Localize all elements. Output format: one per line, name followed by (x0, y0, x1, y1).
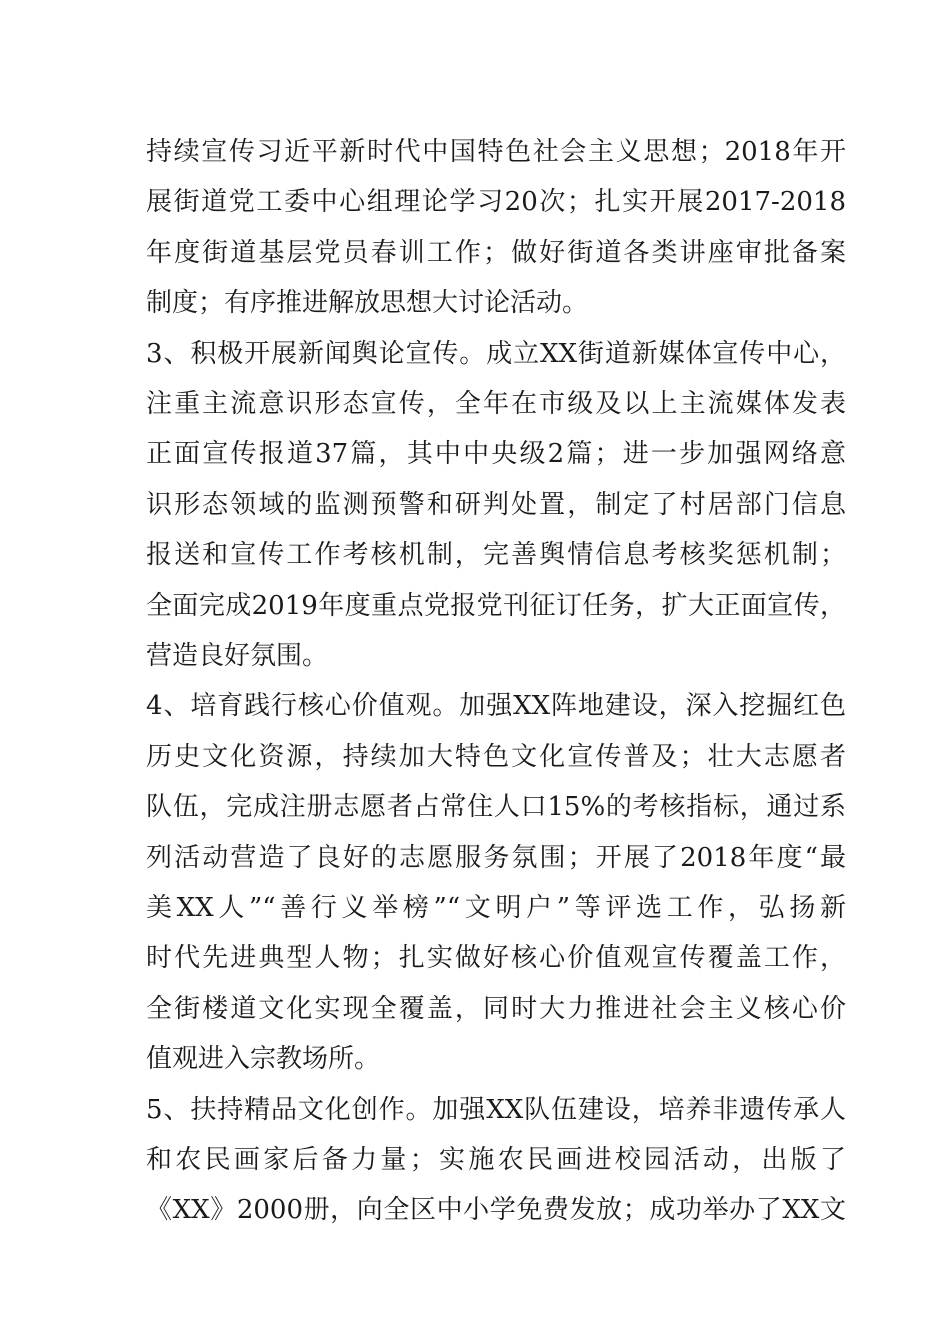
text-line: 历史文化资源，持续加大特色文化宣传普及；壮大志愿者 (146, 741, 846, 772)
text-line: 5、扶持精品文化创作。加强XX队伍建设，培养非遗传承人 (146, 1094, 846, 1125)
text-line: 年度街道基层党员春训工作；做好街道各类讲座审批备案 (146, 237, 846, 268)
text-line: 报送和宣传工作考核机制，完善舆情信息考核奖惩机制； (146, 540, 846, 571)
text-line: 4、培育践行核心价值观。加强XX阵地建设，深入挖掘红色 (146, 691, 846, 722)
text-line: 和农民画家后备力量；实施农民画进校园活动，出版了 (146, 1145, 846, 1175)
text-line: 正面宣传报道37篇，其中中央级2篇；进一步加强网络意 (146, 439, 846, 470)
text-line: 全街楼道文化实现全覆盖，同时大力推进社会主义核心价 (146, 993, 846, 1024)
text-line: 识形态领域的监测预警和研判处置，制定了村居部门信息 (146, 489, 846, 520)
text-line: 全面完成2019年度重点党报党刊征订任务，扩大正面宣传， (146, 590, 846, 621)
text-line: 营造良好氛围。 (146, 641, 329, 671)
text-line: 持续宣传习近平新时代中国特色社会主义思想；2018年开 (146, 137, 846, 167)
text-line: 《XX》2000册，向全区中小学免费发放；成功举办了XX文 (146, 1195, 846, 1226)
text-line: 值观进入宗教场所。 (146, 1044, 381, 1075)
text-line: 时代先进典型人物；扎实做好核心价值观宣传覆盖工作， (146, 943, 846, 974)
text-line: 制度；有序推进解放思想大讨论活动。 (146, 288, 589, 319)
text-line: 列活动营造了良好的志愿服务氛围；开展了2018年度“最 (146, 842, 846, 873)
text-line: 3、积极开展新闻舆论宣传。成立XX街道新媒体宣传中心， (146, 338, 846, 369)
text-line: 展街道党工委中心组理论学习20次；扎实开展2017-2018 (146, 187, 846, 218)
text-line: 注重主流意识形态宣传，全年在市级及以上主流媒体发表 (146, 389, 846, 419)
text-line: 美XX人”“善行义举榜”“文明户”等评选工作，弘扬新 (146, 893, 846, 923)
text-line: 队伍，完成注册志愿者占常住人口15%的考核指标，通过系 (146, 792, 846, 823)
